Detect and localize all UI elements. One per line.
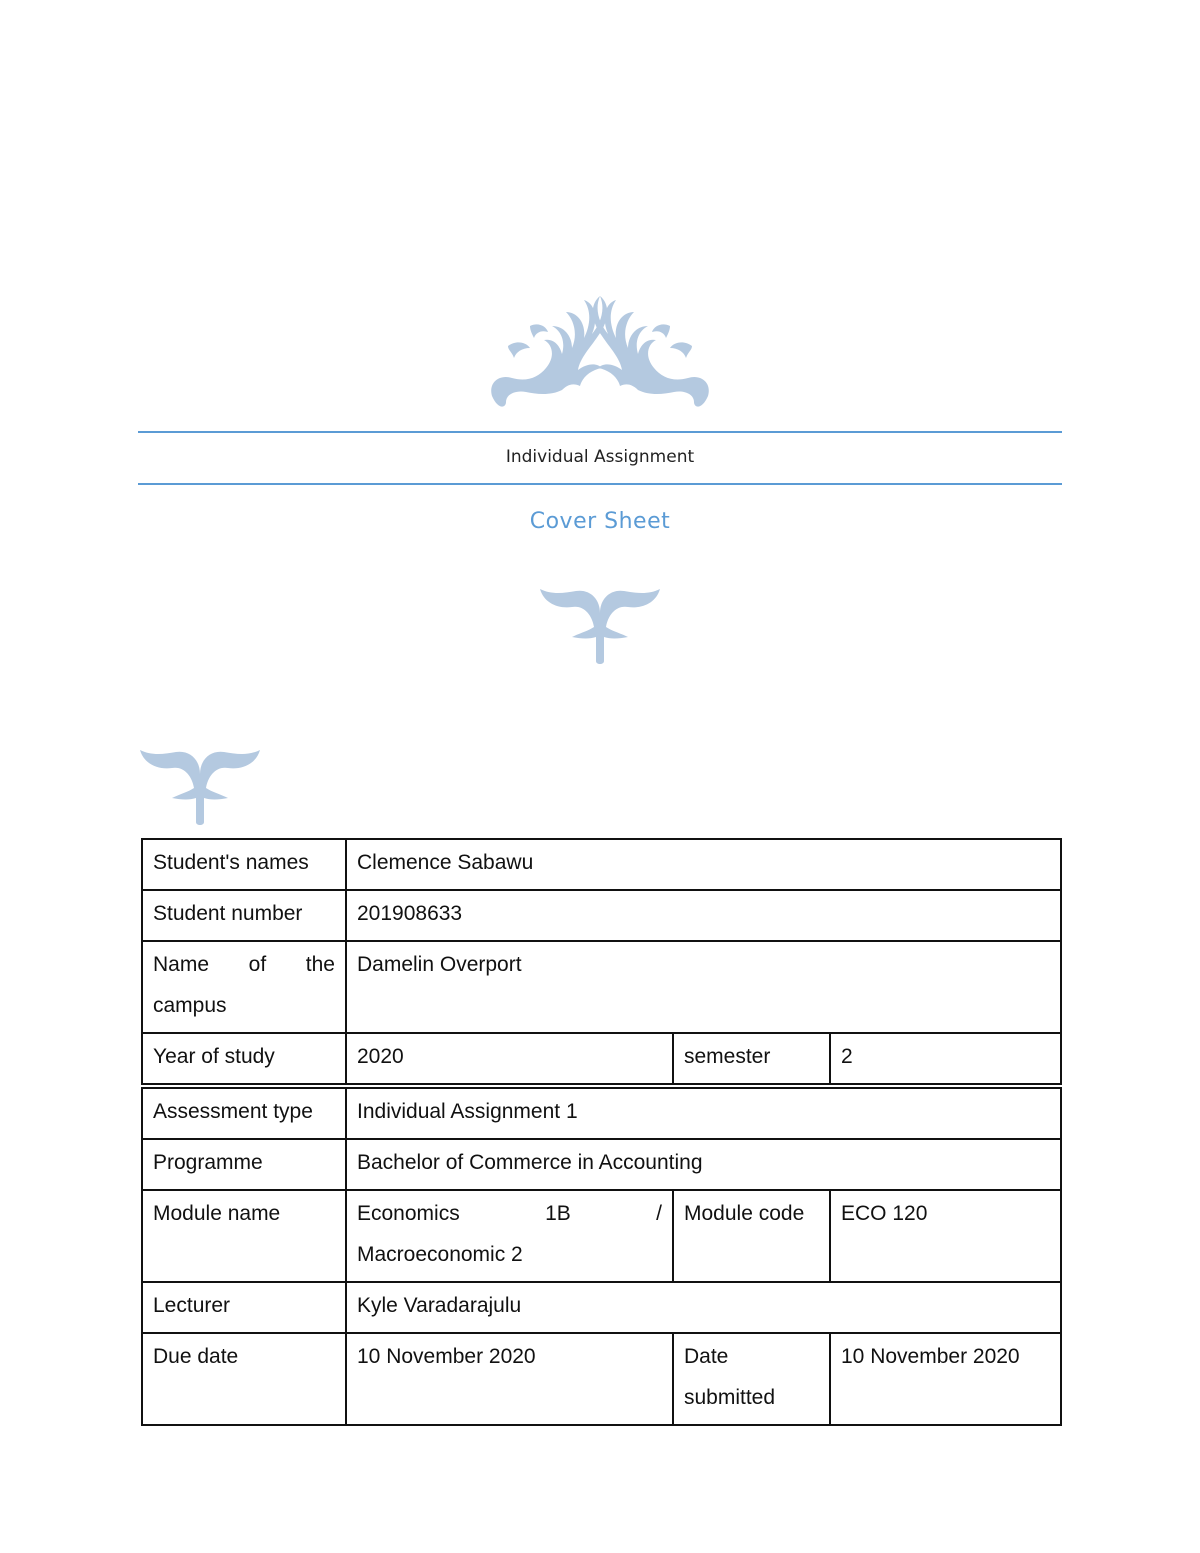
- table-row: [142, 1088, 1061, 1139]
- date-submitted-value: 10 November 2020: [830, 1333, 1061, 1425]
- table-row: [142, 890, 1061, 941]
- assessment-info-table: [141, 1087, 1062, 1426]
- leaf-sprout-icon: [538, 585, 662, 667]
- header-rule-bottom: [138, 483, 1062, 485]
- campus-value: Damelin Overport: [346, 941, 1061, 1033]
- student-number-label: Student number: [142, 890, 346, 941]
- module-name-label: Module name: [142, 1190, 346, 1282]
- document-subtitle: Individual Assignment: [505, 447, 695, 467]
- campus-label-line2: campus: [153, 994, 227, 1017]
- table-row: [142, 839, 1061, 890]
- due-date-label: Due date: [142, 1333, 346, 1425]
- programme-label: Programme: [142, 1139, 346, 1190]
- lecturer-label: Lecturer: [142, 1282, 346, 1333]
- table-row: [142, 1139, 1061, 1190]
- document-title: Cover Sheet: [529, 509, 671, 534]
- semester-label: semester: [673, 1033, 830, 1084]
- students-names-label: Student's names: [142, 839, 346, 890]
- module-code-label: Module code: [673, 1190, 830, 1282]
- lecturer-value: Kyle Varadarajulu: [346, 1282, 1061, 1333]
- campus-label: [142, 941, 346, 1033]
- module-name-value: [346, 1190, 673, 1282]
- year-of-study-value: 2020: [346, 1033, 673, 1084]
- floral-flourish-icon: [486, 290, 714, 412]
- assessment-type-label: Assessment type: [142, 1088, 346, 1139]
- module-name-line2: Macroeconomic 2: [357, 1243, 523, 1266]
- student-number-value: 201908633: [346, 890, 1061, 941]
- student-info-table: [141, 838, 1062, 1085]
- campus-label-line1: Name of the: [153, 953, 335, 976]
- header-rule-top: [138, 431, 1062, 433]
- table-row: [142, 1333, 1061, 1425]
- semester-value: 2: [830, 1033, 1061, 1084]
- date-submitted-label: Date submitted: [673, 1333, 830, 1425]
- programme-value: Bachelor of Commerce in Accounting: [346, 1139, 1061, 1190]
- students-names-value: Clemence Sabawu: [346, 839, 1061, 890]
- table-row: [142, 1190, 1061, 1282]
- table-row: [142, 1033, 1061, 1084]
- leaf-sprout-icon: [138, 746, 262, 828]
- table-row: [142, 941, 1061, 1033]
- assessment-type-value: Individual Assignment 1: [346, 1088, 1061, 1139]
- table-row: [142, 1282, 1061, 1333]
- module-code-value: ECO 120: [830, 1190, 1061, 1282]
- module-name-line1: Economics 1B /: [357, 1202, 662, 1225]
- year-of-study-label: Year of study: [142, 1033, 346, 1084]
- due-date-value: 10 November 2020: [346, 1333, 673, 1425]
